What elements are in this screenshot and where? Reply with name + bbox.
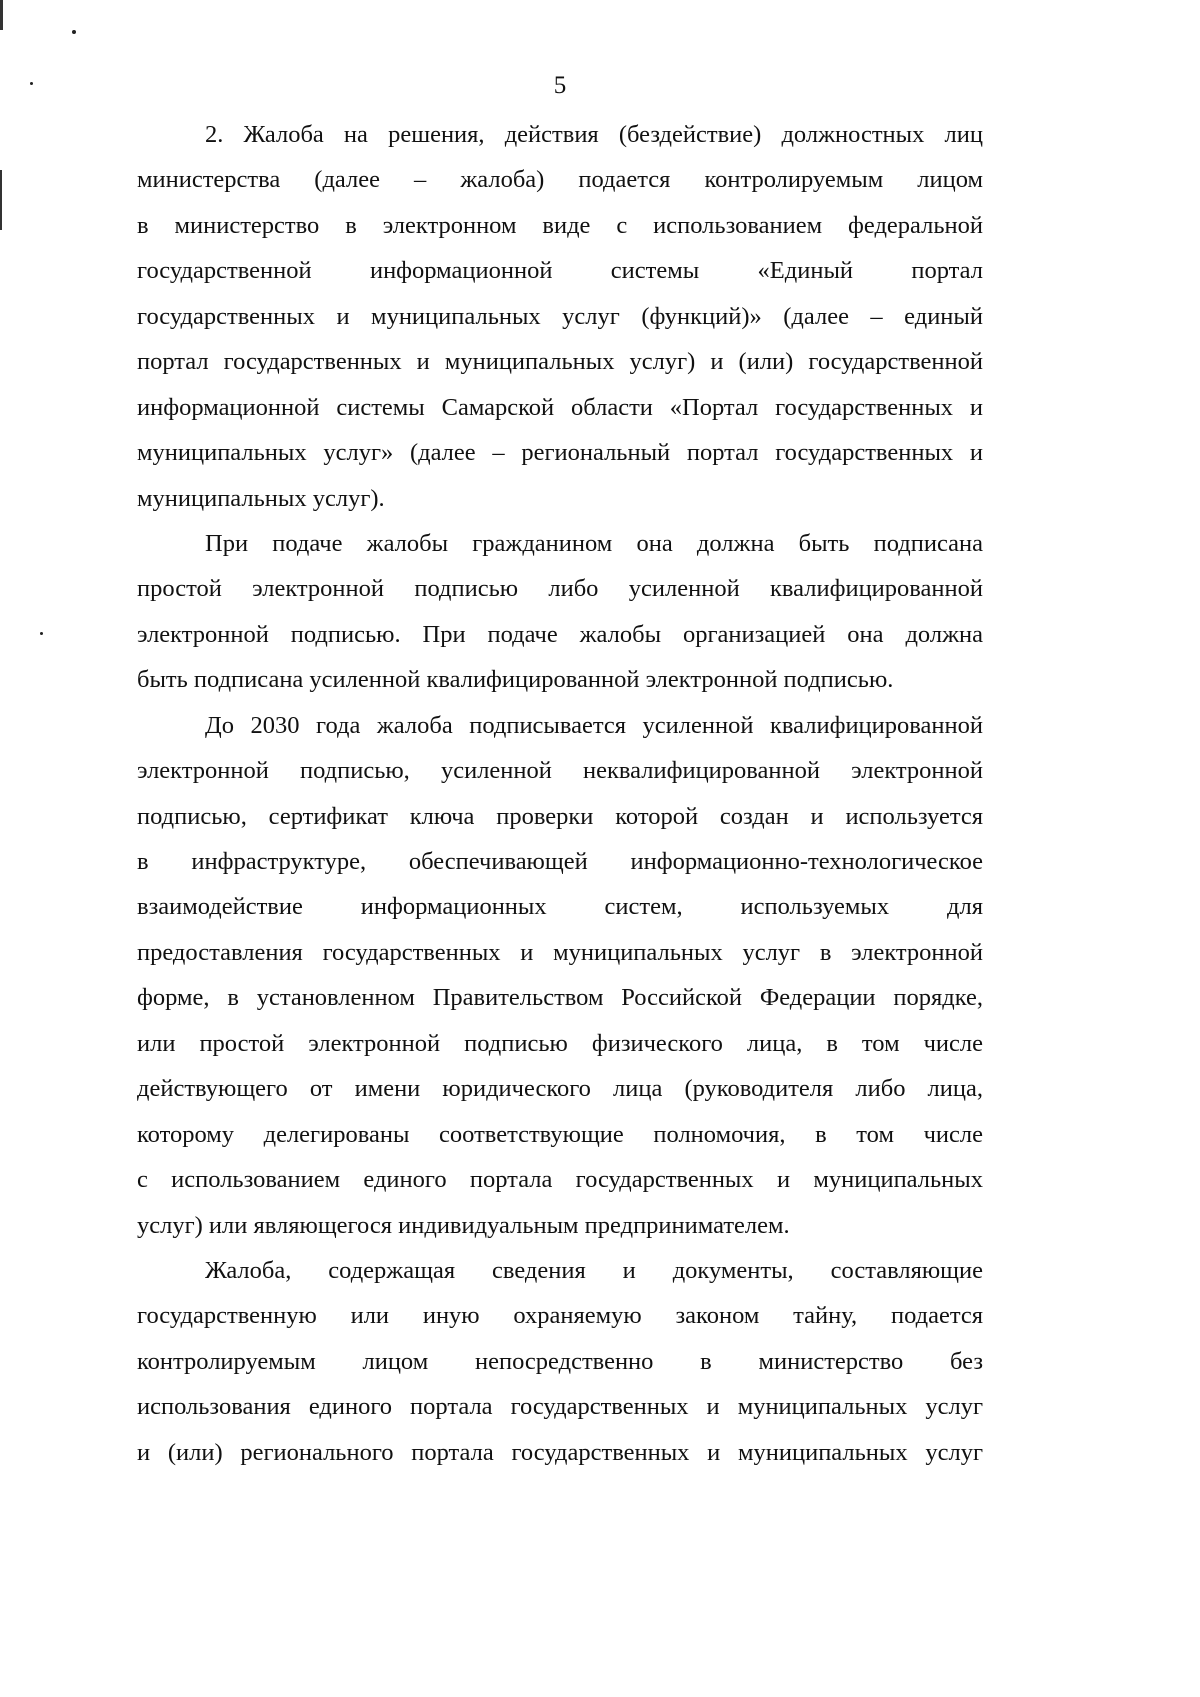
text-line: взаимодействие информационных систем, используемых для	[137, 893, 983, 921]
text-line: электронной подписью, усиленной неквалифицированной электронной	[137, 757, 983, 785]
text-line: услуг) или являющегося индивидуальным предпринимателем.	[137, 1211, 790, 1239]
text-line: При подаче жалобы гражданином она должна быть подписана	[205, 529, 983, 557]
text-line: и (или) регионального портала государственных и муниципальных услуг	[137, 1438, 983, 1466]
document-body	[137, 112, 983, 1475]
text-line: государственной информационной системы «Единый портал	[137, 257, 983, 285]
paragraph	[137, 112, 983, 521]
text-line: в министерство в электронном виде с использованием федеральной	[137, 211, 983, 239]
scan-dot	[40, 632, 43, 635]
text-line: с использованием единого портала государственных и муниципальных	[137, 1166, 983, 1194]
text-line: простой электронной подписью либо усиленной квалифицированной	[137, 575, 983, 603]
paragraph	[137, 1248, 983, 1475]
text-line: действующего от имени юридического лица (руководителя либо лица,	[137, 1075, 983, 1103]
text-line: или простой электронной подписью физического лица, в том числе	[137, 1029, 983, 1057]
text-line: муниципальных услуг» (далее – региональный портал государственных и	[137, 439, 983, 467]
text-line: электронной подписью. При подаче жалобы организацией она должна	[137, 620, 983, 648]
text-line: 2. Жалоба на решения, действия (бездействие) должностных лиц	[205, 121, 983, 148]
text-line: быть подписана усиленной квалифицированной электронной подписью.	[137, 666, 894, 694]
text-line: портал государственных и муниципальных услуг) и (или) государственной	[137, 348, 983, 376]
text-line: До 2030 года жалоба подписывается усиленной квалифицированной	[205, 711, 983, 739]
text-line: подписью, сертификат ключа проверки которой создан и используется	[137, 802, 983, 830]
text-line: муниципальных услуг).	[137, 484, 385, 512]
text-line: государственную или иную охраняемую законом тайну, подается	[137, 1302, 983, 1330]
text-line: форме, в установленном Правительством Российской Федерации порядке,	[137, 984, 983, 1012]
text-line: которому делегированы соответствующие полномочия, в том числе	[137, 1120, 983, 1148]
scan-edge-mark	[0, 0, 3, 30]
scan-dot	[72, 30, 76, 34]
text-line: контролируемым лицом непосредственно в министерство без	[137, 1347, 983, 1375]
paragraph	[137, 703, 983, 1248]
text-line: государственных и муниципальных услуг (функций)» (далее – единый	[137, 302, 983, 330]
text-line: предоставления государственных и муниципальных услуг в электронной	[137, 938, 983, 966]
text-line: в инфраструктуре, обеспечивающей информационно-технологическое	[137, 848, 983, 875]
text-line: информационной системы Самарской области «Портал государственных и	[137, 393, 983, 421]
scan-edge-mark	[0, 170, 2, 230]
paragraph	[137, 521, 983, 703]
text-line: Жалоба, содержащая сведения и документы, составляющие	[205, 1256, 983, 1284]
text-line: министерства (далее – жалоба) подается контролируемым лицом	[137, 166, 983, 194]
text-line: использования единого портала государственных и муниципальных услуг	[137, 1393, 983, 1421]
page-number: 5	[553, 72, 567, 99]
